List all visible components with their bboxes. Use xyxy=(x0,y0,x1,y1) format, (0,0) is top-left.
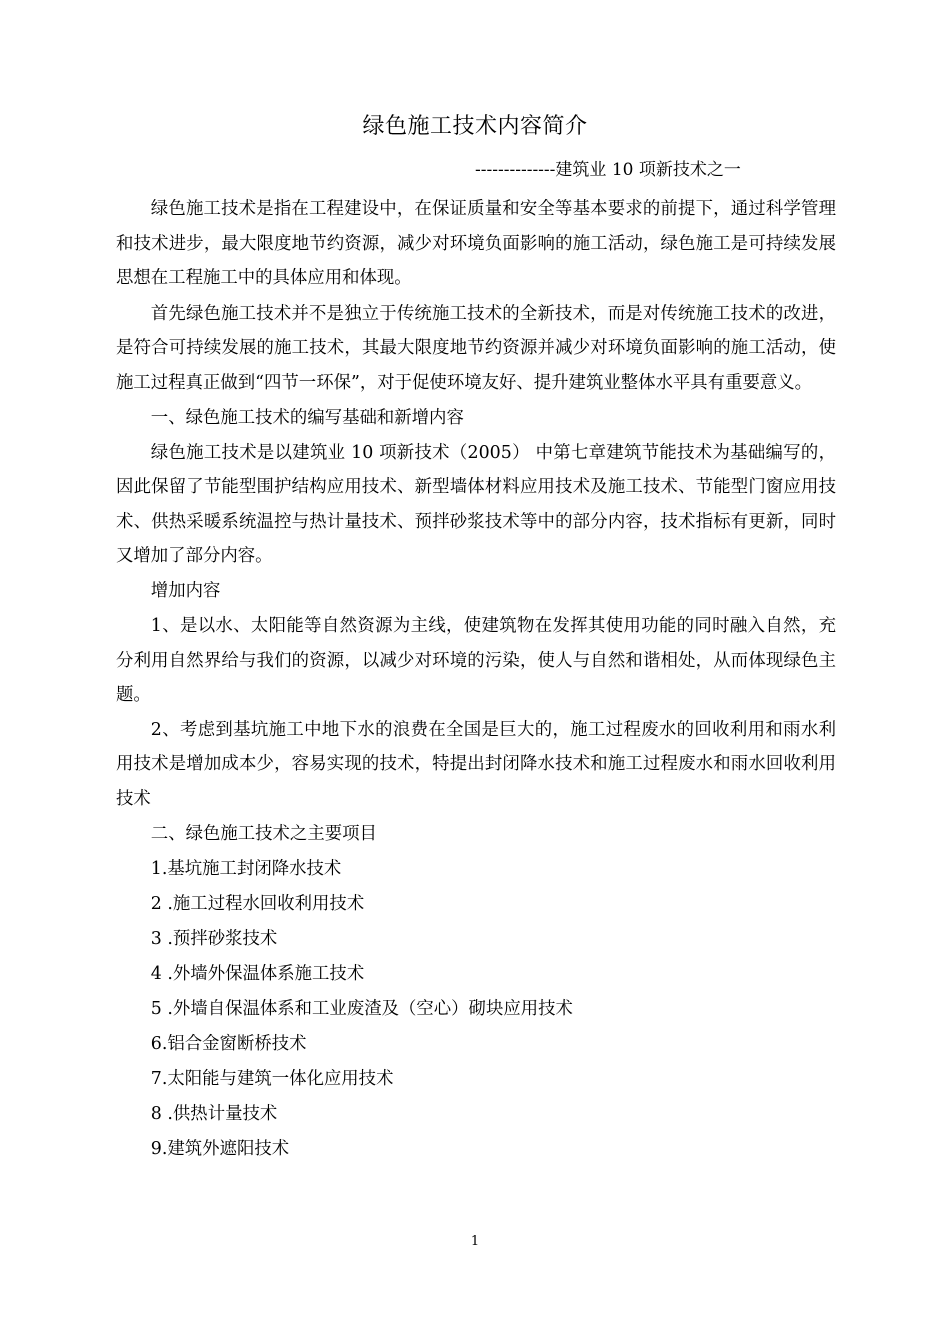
page-number: 1 xyxy=(470,1234,480,1249)
section-two-heading: 二、绿色施工技术之主要项目 xyxy=(150,823,377,844)
list-item: 3 .预拌砂浆技术 xyxy=(150,928,278,949)
list-item: 1.基坑施工封闭降水技术 xyxy=(150,858,342,879)
added-content-heading: 增加内容 xyxy=(150,580,221,601)
list-item: 6.铝合金窗断桥技术 xyxy=(150,1033,307,1054)
section-one-heading: 一、绿色施工技术的编写基础和新增内容 xyxy=(150,407,464,428)
document-title: 绿色施工技术内容简介 xyxy=(362,114,588,139)
list-item: 5 .外墙自保温体系和工业废渣及（空心）砌块应用技术 xyxy=(150,998,573,1019)
paragraph-added-2: 2、考虑到基坑施工中地下水的浪费在全国是巨大的，施工过程废水的回收利用和雨水利用技术是增加成本少，容易实现的技术，特提出封闭降水技术和施工过程废水和雨水回收利用技术 xyxy=(116,719,836,809)
paragraph-added-1: 1、是以水、太阳能等自然资源为主线，使建筑物在发挥其使用功能的同时融入自然，充分利用自然界给与我们的资源，以减少对环境的污染，使人与自然和谐相处，从而体现绿色主题。 xyxy=(116,615,836,706)
list-item: 2 .施工过程水回收利用技术 xyxy=(150,893,365,914)
list-item: 7.太阳能与建筑一体化应用技术 xyxy=(150,1068,394,1089)
document-body xyxy=(116,192,836,1167)
list-item: 8 .供热计量技术 xyxy=(150,1103,278,1124)
paragraph-definition: 绿色施工技术是指在工程建设中，在保证质量和安全等基本要求的前提下，通过科学管理和技术进步，最大限度地节约资源，减少对环境负面影响的施工活动，绿色施工是可持续发展思想在工程施工中的具体应用和体现。 xyxy=(116,199,836,289)
list-item: 4 .外墙外保温体系施工技术 xyxy=(150,963,365,984)
paragraph-basis: 绿色施工技术是以建筑业 10 项新技术（2005） 中第七章建筑节能技术为基础编写的，因此保留了节能型围护结构应用技术、新型墙体材料应用技术及施工技术、节能型门窗应用技术、供热采暖系统温控与热计量技术、预拌砂浆技术等中的部分内容，技术指标有更新，同时又增加了部分内容。 xyxy=(116,442,836,567)
document-subtitle: --------------建筑业 10 项新技术之一 xyxy=(475,160,741,180)
paragraph-improvement: 首先绿色施工技术并不是独立于传统施工技术的全新技术，而是对传统施工技术的改进，是符合可持续发展的施工技术，其最大限度地节约资源并减少对环境负面影响的施工活动，使施工过程真正做到“四节一环保”，对于促使环境友好、提升建筑业整体水平具有重要意义。 xyxy=(116,303,836,393)
list-item: 9.建筑外遮阳技术 xyxy=(150,1138,290,1159)
